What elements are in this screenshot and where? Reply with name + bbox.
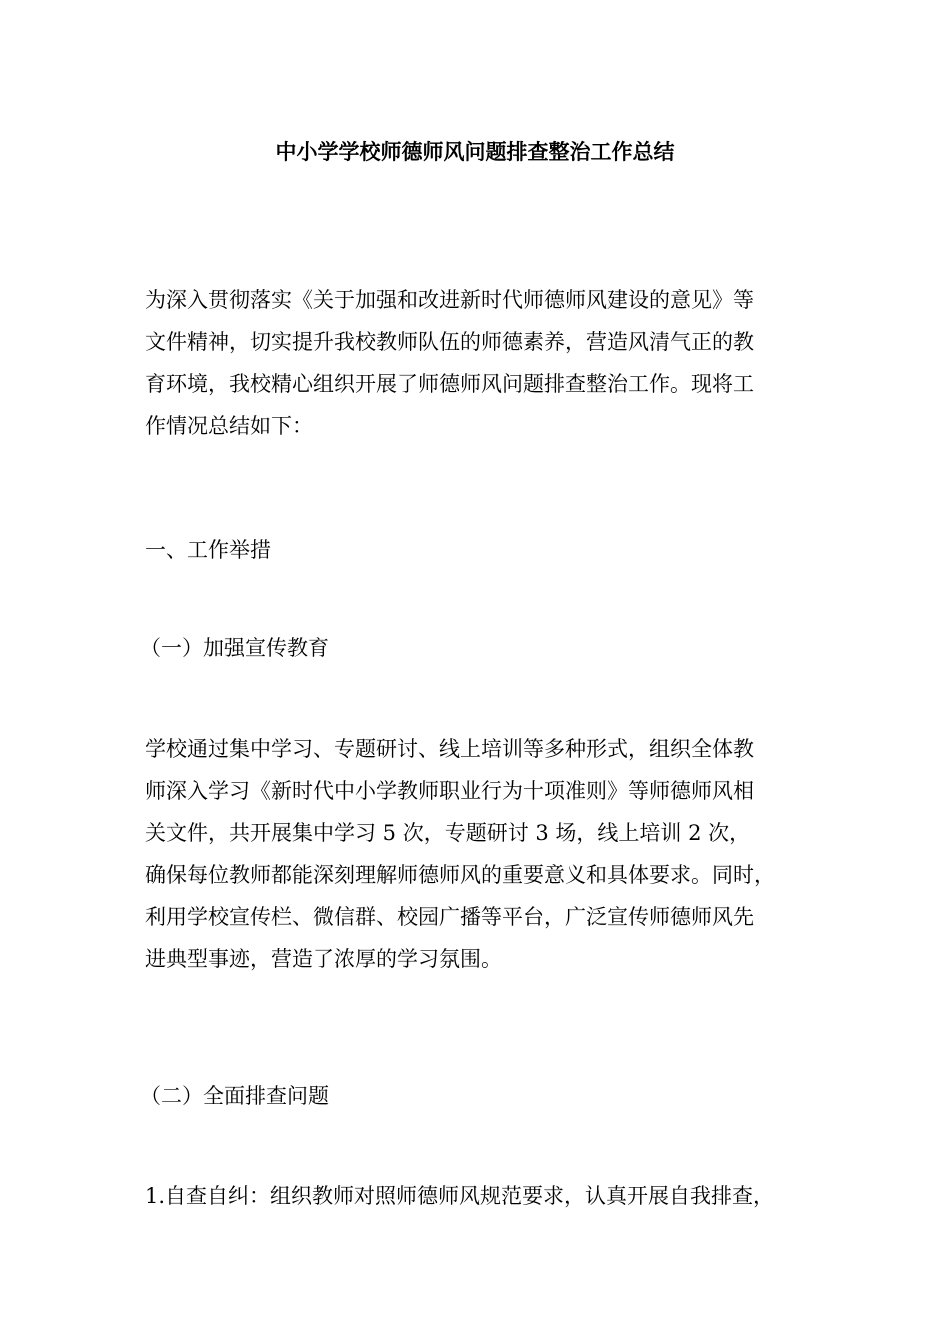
intro-line: 为深入贯彻落实《关于加强和改进新时代师德师风建设的意见》等	[145, 288, 754, 312]
intro-line: 作情况总结如下：	[145, 414, 313, 438]
subsection-heading-publicity: （一）加强宣传教育	[140, 636, 329, 660]
intro-paragraph	[145, 282, 825, 444]
body-line: 确保每位教师都能深刻理解师德师风的重要意义和具体要求。同时，	[145, 863, 775, 887]
self-check-paragraph	[145, 1178, 825, 1214]
body-line: 师深入学习《新时代中小学教师职业行为十项准则》等师德师风相	[145, 779, 754, 803]
document-title: 中小学学校师德师风问题排查整治工作总结	[275, 139, 675, 164]
body-line: 利用学校宣传栏、微信群、校园广播等平台，广泛宣传师德师风先	[145, 905, 754, 929]
intro-line: 文件精神，切实提升我校教师队伍的师德素养，营造风清气正的教	[145, 330, 754, 354]
body-line: 关文件，共开展集中学习 5 次，专题研讨 3 场，线上培训 2 次，	[145, 821, 751, 845]
publicity-paragraph	[145, 731, 825, 977]
body-line: 进典型事迹，营造了浓厚的学习氛围。	[145, 947, 502, 971]
section-heading-work-measures: 一、工作举措	[145, 538, 271, 562]
intro-line: 育环境，我校精心组织开展了师德师风问题排查整治工作。现将工	[145, 372, 754, 396]
body-line: 学校通过集中学习、专题研讨、线上培训等多种形式，组织全体教	[145, 737, 754, 761]
subsection-heading-investigation: （二）全面排查问题	[140, 1084, 329, 1108]
list-item-self-check: 1.自查自纠：组织教师对照师德师风规范要求，认真开展自我排查，	[145, 1184, 775, 1208]
